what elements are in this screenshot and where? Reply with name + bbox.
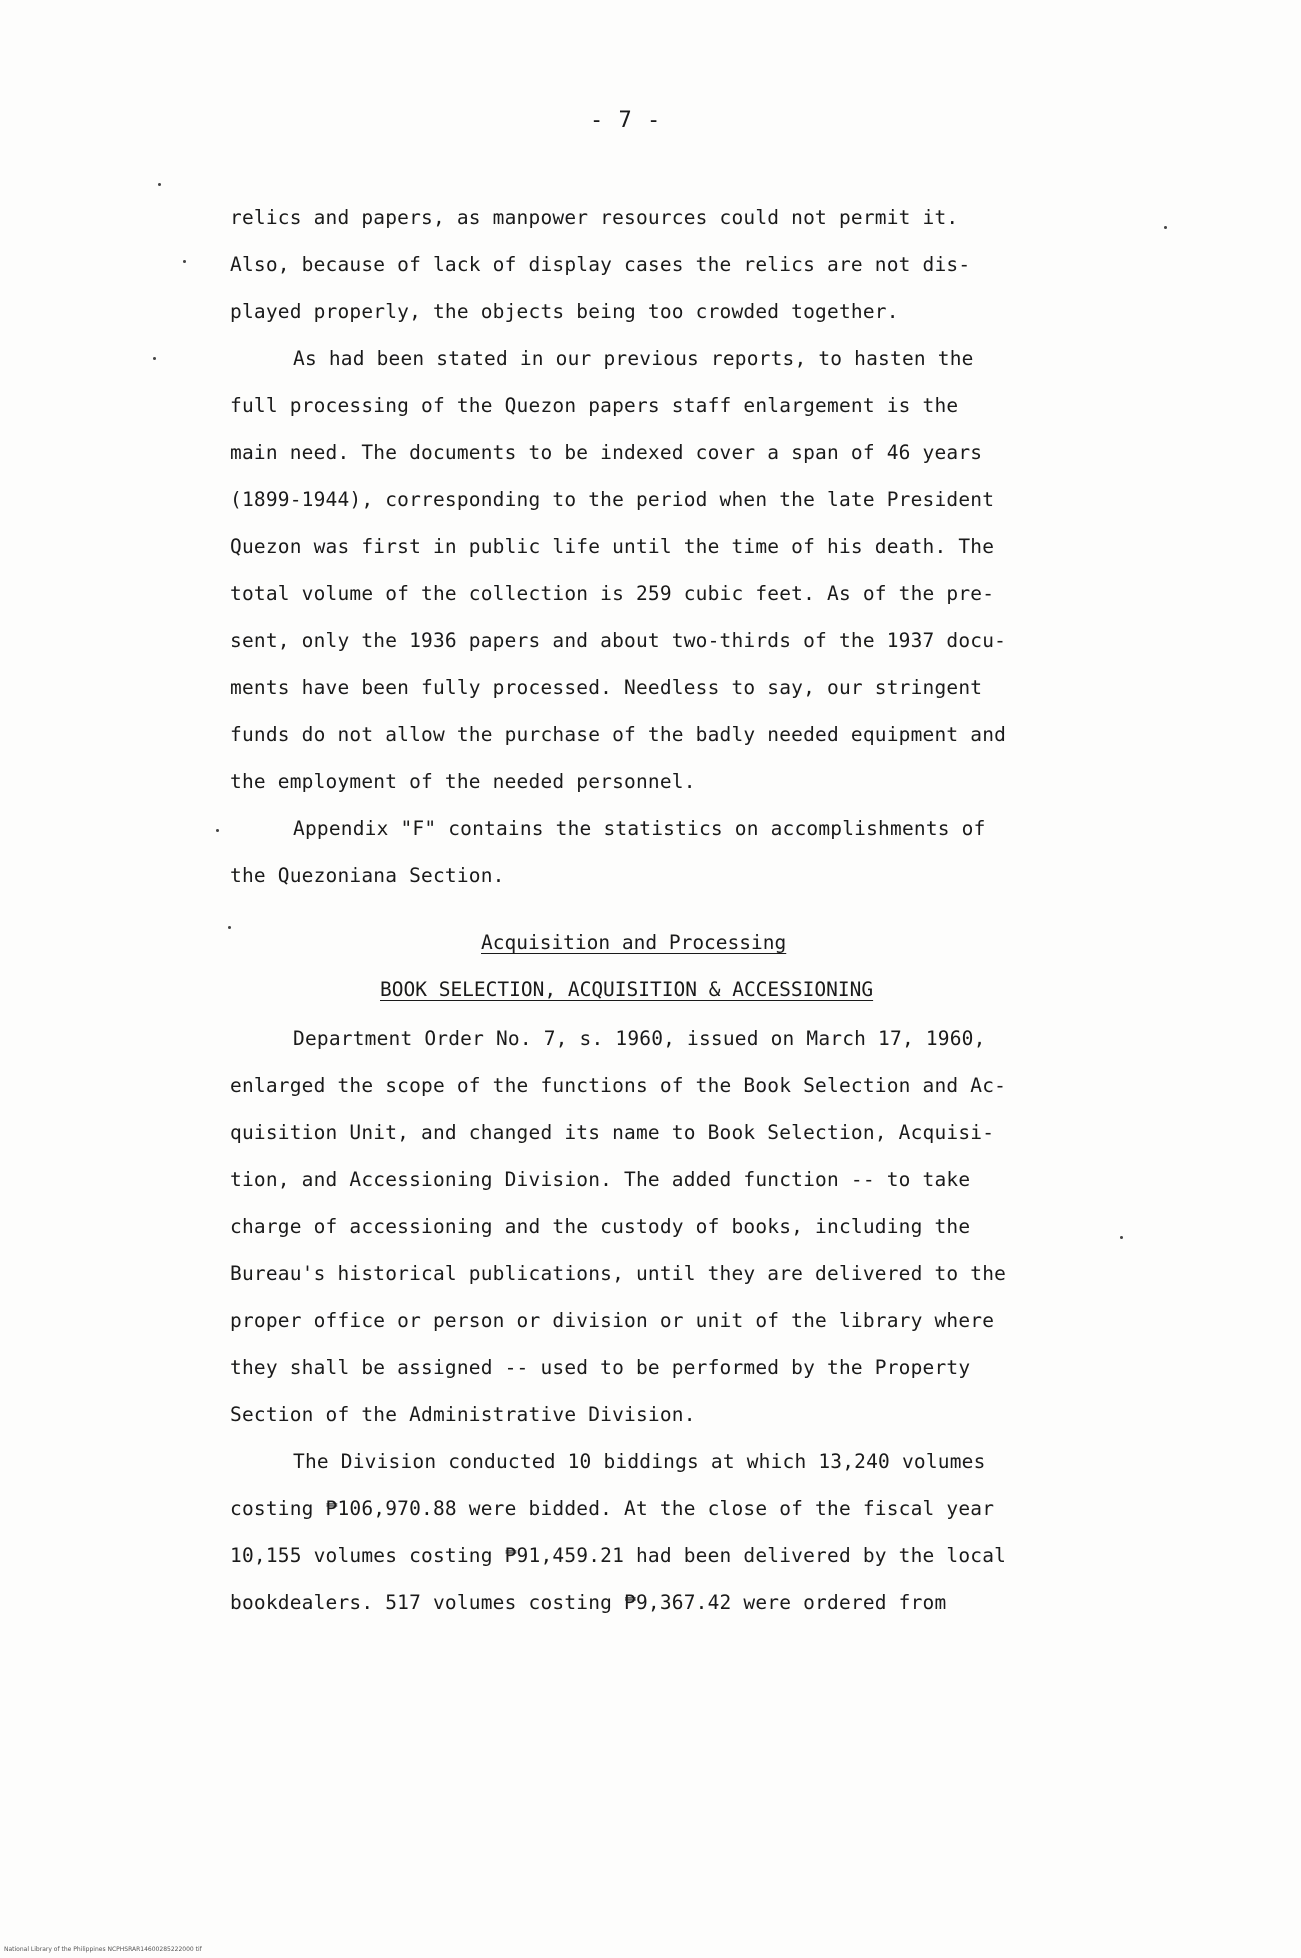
subsection-heading: BOOK SELECTION, ACQUISITION & ACCESSIONING [380,978,874,1001]
text-line: The Division conducted 10 biddings at which 13,240 volumes [293,1450,986,1473]
text-line: they shall be assigned -- used to be performed by the Property [230,1356,971,1379]
scan-speck [158,183,161,186]
text-line: Department Order No. 7, s. 1960, issued on March 17, 1960, [293,1027,986,1050]
text-line: total volume of the collection is 259 cubic feet. As of the pre- [230,582,995,605]
text-line: main need. The documents to be indexed cover a span of 46 years [230,441,983,464]
text-line: charge of accessioning and the custody of books, including the [230,1215,971,1238]
text-line: (1899-1944), corresponding to the period when the late President [230,488,995,511]
text-line: proper office or person or division or unit of the library where [230,1309,995,1332]
scan-footer: National Library of the Philippines NCPHSRAR14600285222000 tif [4,1946,202,1953]
page-number: - 7 - [590,108,662,133]
text-line: played properly, the objects being too crowded together. [230,300,899,323]
text-line: relics and papers, as manpower resources could not permit it. [230,206,959,229]
scan-speck [183,260,186,263]
text-line: the employment of the needed personnel. [230,770,696,793]
text-line: Also, because of lack of display cases the relics are not dis- [230,253,971,276]
text-line: Quezon was first in public life until the time of his death. The [230,535,995,558]
text-line: 10,155 volumes costing ₱91,459.21 had been delivered by the local [230,1544,1007,1567]
text-line: As had been stated in our previous reports, to hasten the [293,347,974,370]
section-heading: Acquisition and Processing [481,931,787,954]
text-line: funds do not allow the purchase of the badly needed equipment and [230,723,1007,746]
scan-speck [1164,226,1167,229]
text-line: tion, and Accessioning Division. The added function -- to take [230,1168,971,1191]
text-line: enlarged the scope of the functions of the Book Selection and Ac- [230,1074,1007,1097]
text-line: full processing of the Quezon papers staff enlargement is the [230,394,959,417]
text-line: Appendix "F" contains the statistics on accomplishments of [293,817,986,840]
text-line: ments have been fully processed. Needless to say, our stringent [230,676,983,699]
scan-speck [228,926,231,929]
text-line: bookdealers. 517 volumes costing ₱9,367.42 were ordered from [230,1591,947,1614]
scan-speck [153,357,156,360]
text-line: sent, only the 1936 papers and about two-thirds of the 1937 docu- [230,629,1007,652]
scan-speck [216,829,219,832]
text-line: the Quezoniana Section. [230,864,505,887]
text-line: quisition Unit, and changed its name to Book Selection, Acquisi- [230,1121,995,1144]
scan-speck [1120,1236,1123,1239]
text-line: Bureau's historical publications, until they are delivered to the [230,1262,1007,1285]
text-line: Section of the Administrative Division. [230,1403,696,1426]
text-line: costing ₱106,970.88 were bidded. At the close of the fiscal year [230,1497,995,1520]
